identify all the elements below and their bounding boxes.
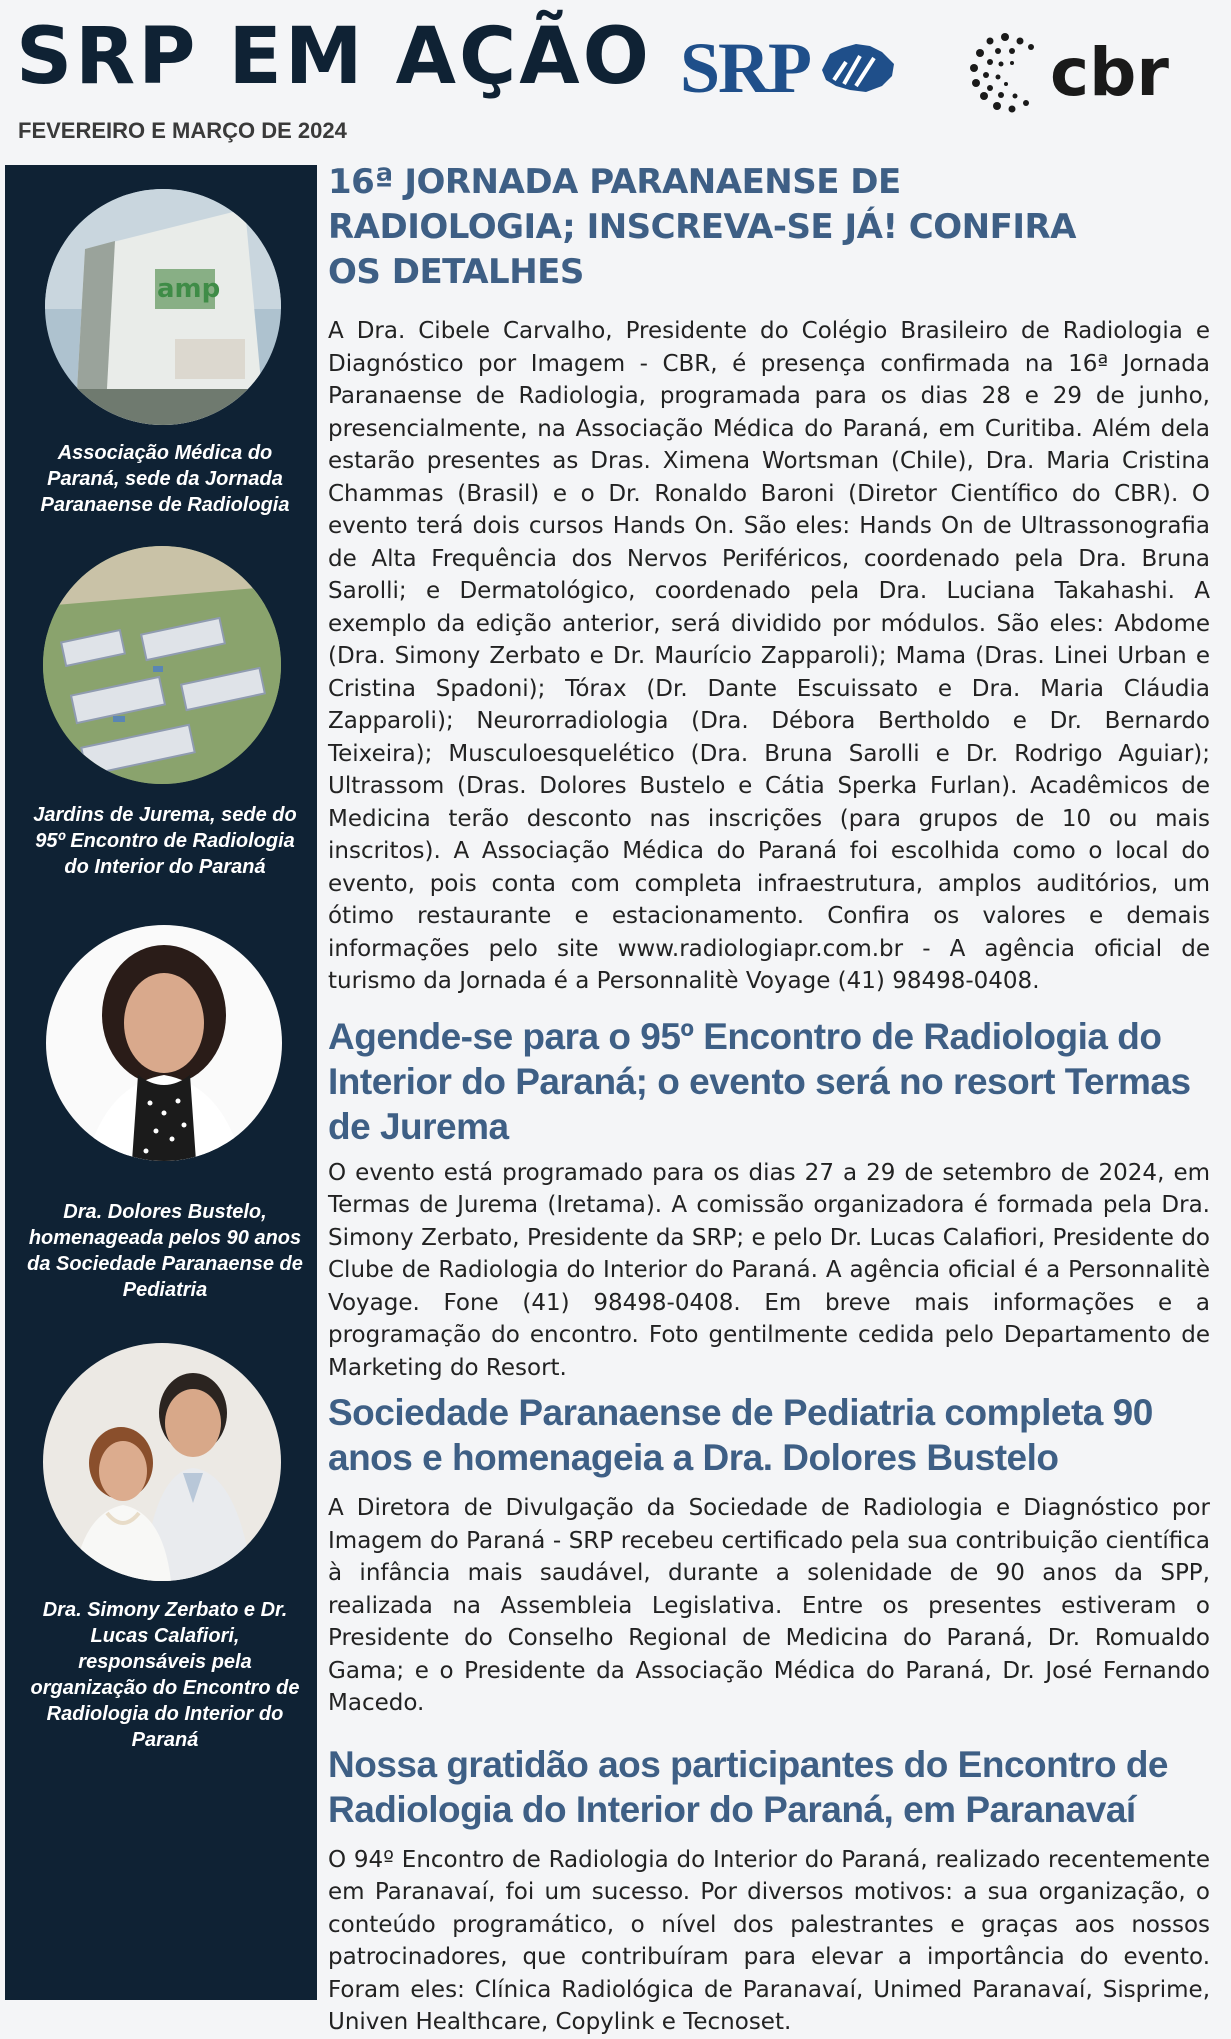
sidebar-caption-3: Dra. Dolores Bustelo, homenageada pelos 90 anos da Sociedade Paranaense de Pediatria	[27, 1201, 303, 1301]
issue-date: FEVEREIRO E MARÇO DE 2024	[18, 118, 347, 143]
dolores-bustelo-portrait	[46, 925, 282, 1161]
cbr-dots-icon	[968, 31, 1042, 115]
svg-text:amp: amp	[157, 274, 221, 304]
main-content	[328, 160, 1210, 2039]
amp-building-photo	[45, 189, 281, 425]
article-1-body: A Dra. Cibele Carvalho, Presidente do Colégio Brasileiro de Radiologia e Diagnóstico por Imagem - CBR, é presença confirmada na 16ª Jornada Paranaense de Radiologia, programada para os dias 28 e 29 de junho, presencialmente, na Associação Médica do Paraná, em Curitiba. Além dela estarão presentes as Dras. Ximena Wortsman (Chile), Dra. Maria Cristina Chammas (Brasil) e o Dr. Ronaldo Baroni (Diretor Científico do CBR). O evento terá dois cursos Hands On. São eles: Hands On de Ultrassonografia de Alta Frequência dos Nervos Periféricos, coordenado pela Dra. Bruna Sarolli; e Dermatológico, coordenado pela Dra. Luciana Takahashi. A exemplo da edição anterior, será dividido por módulos. São eles: Abdome (Dra. Simony Zerbato e Dr. Maurício Zapparoli); Mama (Dras. Linei Urban e Cristina Spadoni); Tórax (Dr. Dante Escuissato e Dra. Maria Cláudia Zapparoli); Neurorradiologia (Dra. Débora Bertholdo e Dr. Bernardo Teixeira); Musculoesquelético (Dra. Bruna Sarolli e Dr. Rodrigo Aguiar); Ultrassom (Dras. Dolores Bustelo e Cátia Sperka Furlan). Acadêmicos de Medicina terão desconto nas inscrições (para grupos de 10 ou mais inscritos). A Associação Médica do Paraná foi escolhida como o local do evento, pois conta com completa infraestrutura, amplos auditórios, um ótimo restaurante e estacionamento. Confira os valores e demais informações pelo site www.radiologiapr.com.br - A agência oficial de turismo da Jornada é a Personnalitè Voyage (41) 98498-0408.	[328, 318, 1210, 994]
cbr-logo	[968, 28, 1188, 118]
article-2-title: Agende-se para o 95º Encontro de Radiologia do Interior do Paraná; o evento será no resort Termas de Jurema	[328, 1015, 1191, 1147]
sidebar	[5, 165, 317, 2000]
sidebar-caption-1: Associação Médica do Paraná, sede da Jornada Paranaense de Radiologia	[40, 442, 290, 516]
parana-map-icon	[816, 40, 898, 96]
article-1-title: 16ª JORNADA PARANAENSE DE RADIOLOGIA; INSCREVA-SE JÁ! CONFIRA OS DETALHES	[328, 162, 1076, 292]
sidebar-caption-4: Dra. Simony Zerbato e Dr. Lucas Calafiori, responsáveis pela organização do Encontro de Radiologia do Interior do Paraná	[30, 1599, 300, 1751]
newsletter-title: SRP EM AÇÃO	[16, 12, 652, 102]
zerbato-calafiori-photo	[43, 1343, 281, 1581]
article-4-body: O 94º Encontro de Radiologia do Interior do Paraná, realizado recentemente em Paranavaí, foi um sucesso. Por diversos motivos: a sua organização, o conteúdo programático, o nível dos palestrantes e graças aos nossos patrocinadores, que contribuíram para elevar a importância do evento. Foram eles: Clínica Radiológica de Paranavaí, Unimed Paranavaí, Sisprime, Univen Healthcare, Copylink e Tecnoset.	[328, 1846, 1210, 2035]
article-3-body: A Diretora de Divulgação da Sociedade de Radiologia e Diagnóstico por Imagem do Paraná - SRP recebeu certificado pela sua contribuição científica à infância mais saudável, durante a solenidade de 90 anos da SPP, realizada na Assembleia Legislativa. Entre os presentes estiveram o Presidente do Conselho Regional de Medicina do Paraná, Dr. Romualdo Gama; e o Presidente da Associação Médica do Paraná, Dr. José Fernando Macedo.	[328, 1495, 1210, 1716]
srp-logo	[680, 28, 915, 108]
resort-aerial-photo	[43, 546, 281, 784]
srp-logo-text: SRP	[680, 28, 811, 108]
sidebar-caption-2: Jardins de Jurema, sede do 95º Encontro de Radiologia do Interior do Paraná	[33, 804, 297, 878]
article-4-title: Nossa gratidão aos participantes do Encontro de Radiologia do Interior do Paraná, em Paranavaí	[328, 1743, 1169, 1830]
article-3-title: Sociedade Paranaense de Pediatria completa 90 anos e homenageia a Dra. Dolores Bustelo	[328, 1392, 1153, 1478]
cbr-logo-text: cbr	[1050, 34, 1169, 111]
article-2-body: O evento está programado para os dias 27 a 29 de setembro de 2024, em Termas de Jurema (Iretama). A comissão organizadora é formada pela Dra. Simony Zerbato, Presidente da SRP; e pelo Dr. Lucas Calafiori, Presidente do Clube de Radiologia do Interior do Paraná. A agência oficial é a Personnalitè Voyage. Fone (41) 98498-0408. Em breve mais informações e a programação do encontro. Foto gentilmente cedida pelo Departamento de Marketing do Resort.	[328, 1159, 1210, 1381]
